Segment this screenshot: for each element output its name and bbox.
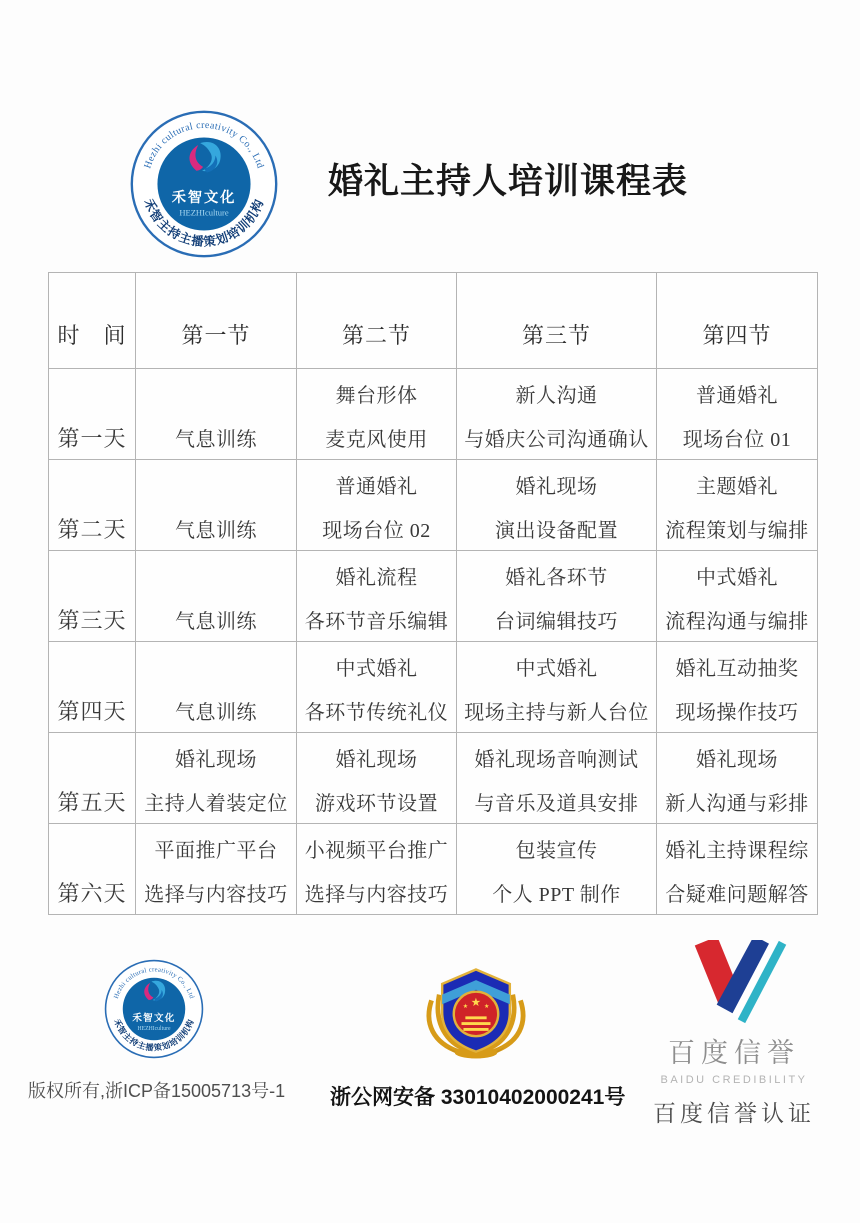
col-header-session-3 — [457, 273, 657, 369]
cell-line: 合疑难问题解答 — [665, 883, 809, 906]
course-cell — [136, 733, 297, 824]
masthead — [128, 108, 688, 260]
course-cell — [297, 824, 457, 915]
hezhi-company-logo — [128, 108, 280, 260]
day-label: 第三天 — [57, 607, 127, 633]
cell-line: 新人沟通 — [515, 384, 598, 407]
course-cell — [136, 551, 297, 642]
course-cell — [136, 460, 297, 551]
cell-line: 与音乐及道具安排 — [474, 792, 639, 815]
cell-line: 气息训练 — [175, 610, 257, 633]
cell-line: 选择与内容技巧 — [144, 883, 288, 906]
course-cell — [136, 824, 297, 915]
cell-line: 台词编辑技巧 — [495, 610, 618, 633]
course-cell — [657, 551, 818, 642]
cell-line: 中式婚礼 — [515, 657, 598, 680]
cell-line-empty — [49, 735, 135, 779]
table-row — [49, 642, 818, 733]
cell-line — [136, 462, 296, 506]
cell-line — [136, 644, 296, 688]
cell-line: 现场操作技巧 — [675, 701, 799, 724]
hezhi-company-logo-small — [103, 958, 205, 1060]
col-header-time — [49, 273, 136, 369]
day-cell — [49, 642, 136, 733]
col-header-label: 第一节 — [181, 323, 251, 348]
cell-line: 麦克风使用 — [325, 428, 428, 451]
cell-line: 演出设备配置 — [495, 519, 618, 542]
cell-line: 游戏环节设置 — [315, 792, 438, 815]
cell-line: 婚礼各环节 — [505, 566, 608, 589]
cell-line: 婚礼流程 — [335, 566, 418, 589]
cell-line: 舞台形体 — [335, 384, 418, 407]
cell-line-empty — [49, 644, 135, 688]
day-label: 第六天 — [57, 880, 127, 906]
course-table — [48, 272, 818, 915]
course-cell — [457, 551, 657, 642]
cell-line: 包装宣传 — [515, 839, 598, 862]
course-cell — [136, 369, 297, 460]
cell-line-empty — [49, 462, 135, 506]
police-badge-icon — [418, 954, 534, 1070]
cell-line: 婚礼现场 — [175, 748, 257, 771]
cell-line: 气息训练 — [175, 428, 257, 451]
cell-line: 流程沟通与编排 — [665, 610, 809, 633]
course-cell — [297, 642, 457, 733]
course-cell — [657, 824, 818, 915]
course-cell — [297, 551, 457, 642]
day-cell — [49, 733, 136, 824]
course-cell — [457, 733, 657, 824]
col-header-session-1 — [136, 273, 297, 369]
table-row — [49, 733, 818, 824]
cell-line-empty — [49, 553, 135, 597]
footer-police-filing-block — [330, 954, 626, 1111]
cell-line-empty — [49, 826, 135, 870]
course-cell — [297, 460, 457, 551]
day-label: 第一天 — [57, 425, 127, 451]
course-cell — [136, 642, 297, 733]
course-cell — [657, 733, 818, 824]
course-cell — [297, 369, 457, 460]
cell-line: 个人 PPT 制作 — [492, 883, 621, 906]
cell-line: 各环节音乐编辑 — [304, 610, 449, 633]
cell-line: 婚礼主持课程综 — [665, 839, 809, 862]
course-cell — [657, 460, 818, 551]
cell-line: 选择与内容技巧 — [304, 883, 449, 906]
cell-line: 中式婚礼 — [335, 657, 418, 680]
day-cell — [49, 460, 136, 551]
baidu-v-icon — [678, 940, 790, 1024]
table-row — [49, 551, 818, 642]
baidu-credibility-cn: 百度信誉 — [668, 1038, 800, 1068]
page-title: 婚礼主持人培训课程表 — [328, 162, 689, 201]
cell-line: 普通婚礼 — [696, 384, 778, 407]
col-header-label: 第四节 — [702, 323, 772, 348]
day-label: 第五天 — [57, 789, 127, 815]
baidu-credibility-en: BAIDU CREDIBILITY — [660, 1074, 808, 1086]
course-cell — [457, 824, 657, 915]
course-cell — [657, 369, 818, 460]
icp-filing-text[interactable]: 版权所有,浙ICP备15005713号-1 — [28, 1081, 286, 1101]
baidu-credibility-cert: 百度信誉认证 — [653, 1100, 815, 1126]
cell-line: 普通婚礼 — [335, 475, 418, 498]
cell-line: 各环节传统礼仪 — [304, 701, 449, 724]
day-label: 第二天 — [57, 516, 127, 542]
cell-line: 小视频平台推广 — [304, 839, 449, 862]
col-header-session-2 — [297, 273, 457, 369]
day-cell — [49, 369, 136, 460]
col-header-label: 时 间 — [57, 323, 127, 348]
cell-line-empty — [49, 371, 135, 415]
police-filing-text[interactable]: 浙公网安备 33010402000241号 — [330, 1086, 626, 1109]
course-cell — [657, 642, 818, 733]
cell-line: 流程策划与编排 — [665, 519, 809, 542]
course-cell — [297, 733, 457, 824]
cell-line — [136, 553, 296, 597]
cell-line: 现场主持与新人台位 — [464, 701, 649, 724]
cell-line: 中式婚礼 — [696, 566, 778, 589]
course-cell — [457, 460, 657, 551]
table-row — [49, 824, 818, 915]
cell-line: 气息训练 — [175, 701, 257, 724]
cell-line: 婚礼现场 — [696, 748, 778, 771]
col-header-session-4 — [657, 273, 818, 369]
table-header-row — [49, 273, 818, 369]
col-header-label: 第二节 — [341, 323, 411, 348]
cell-line: 现场台位 01 — [682, 428, 792, 451]
table-row — [49, 460, 818, 551]
cell-line: 主题婚礼 — [696, 475, 778, 498]
cell-line: 新人沟通与彩排 — [665, 792, 809, 815]
baidu-credibility-badge[interactable] — [636, 940, 832, 1128]
cell-line: 婚礼互动抽奖 — [675, 657, 799, 680]
cell-line: 主持人着装定位 — [144, 792, 288, 815]
cell-line — [136, 371, 296, 415]
cell-line: 婚礼现场 — [515, 475, 598, 498]
cell-line: 婚礼现场 — [335, 748, 418, 771]
course-cell — [457, 369, 657, 460]
cell-line: 现场台位 02 — [322, 519, 431, 542]
cell-line: 与婚庆公司沟通确认 — [464, 428, 649, 451]
cell-line: 婚礼现场音响测试 — [474, 748, 639, 771]
day-cell — [49, 824, 136, 915]
cell-line: 平面推广平台 — [154, 839, 278, 862]
footer-copyright-block — [28, 958, 286, 1103]
table-row — [49, 369, 818, 460]
cell-line: 气息训练 — [175, 519, 257, 542]
day-cell — [49, 551, 136, 642]
day-label: 第四天 — [57, 698, 127, 724]
col-header-label: 第三节 — [521, 323, 591, 348]
course-cell — [457, 642, 657, 733]
